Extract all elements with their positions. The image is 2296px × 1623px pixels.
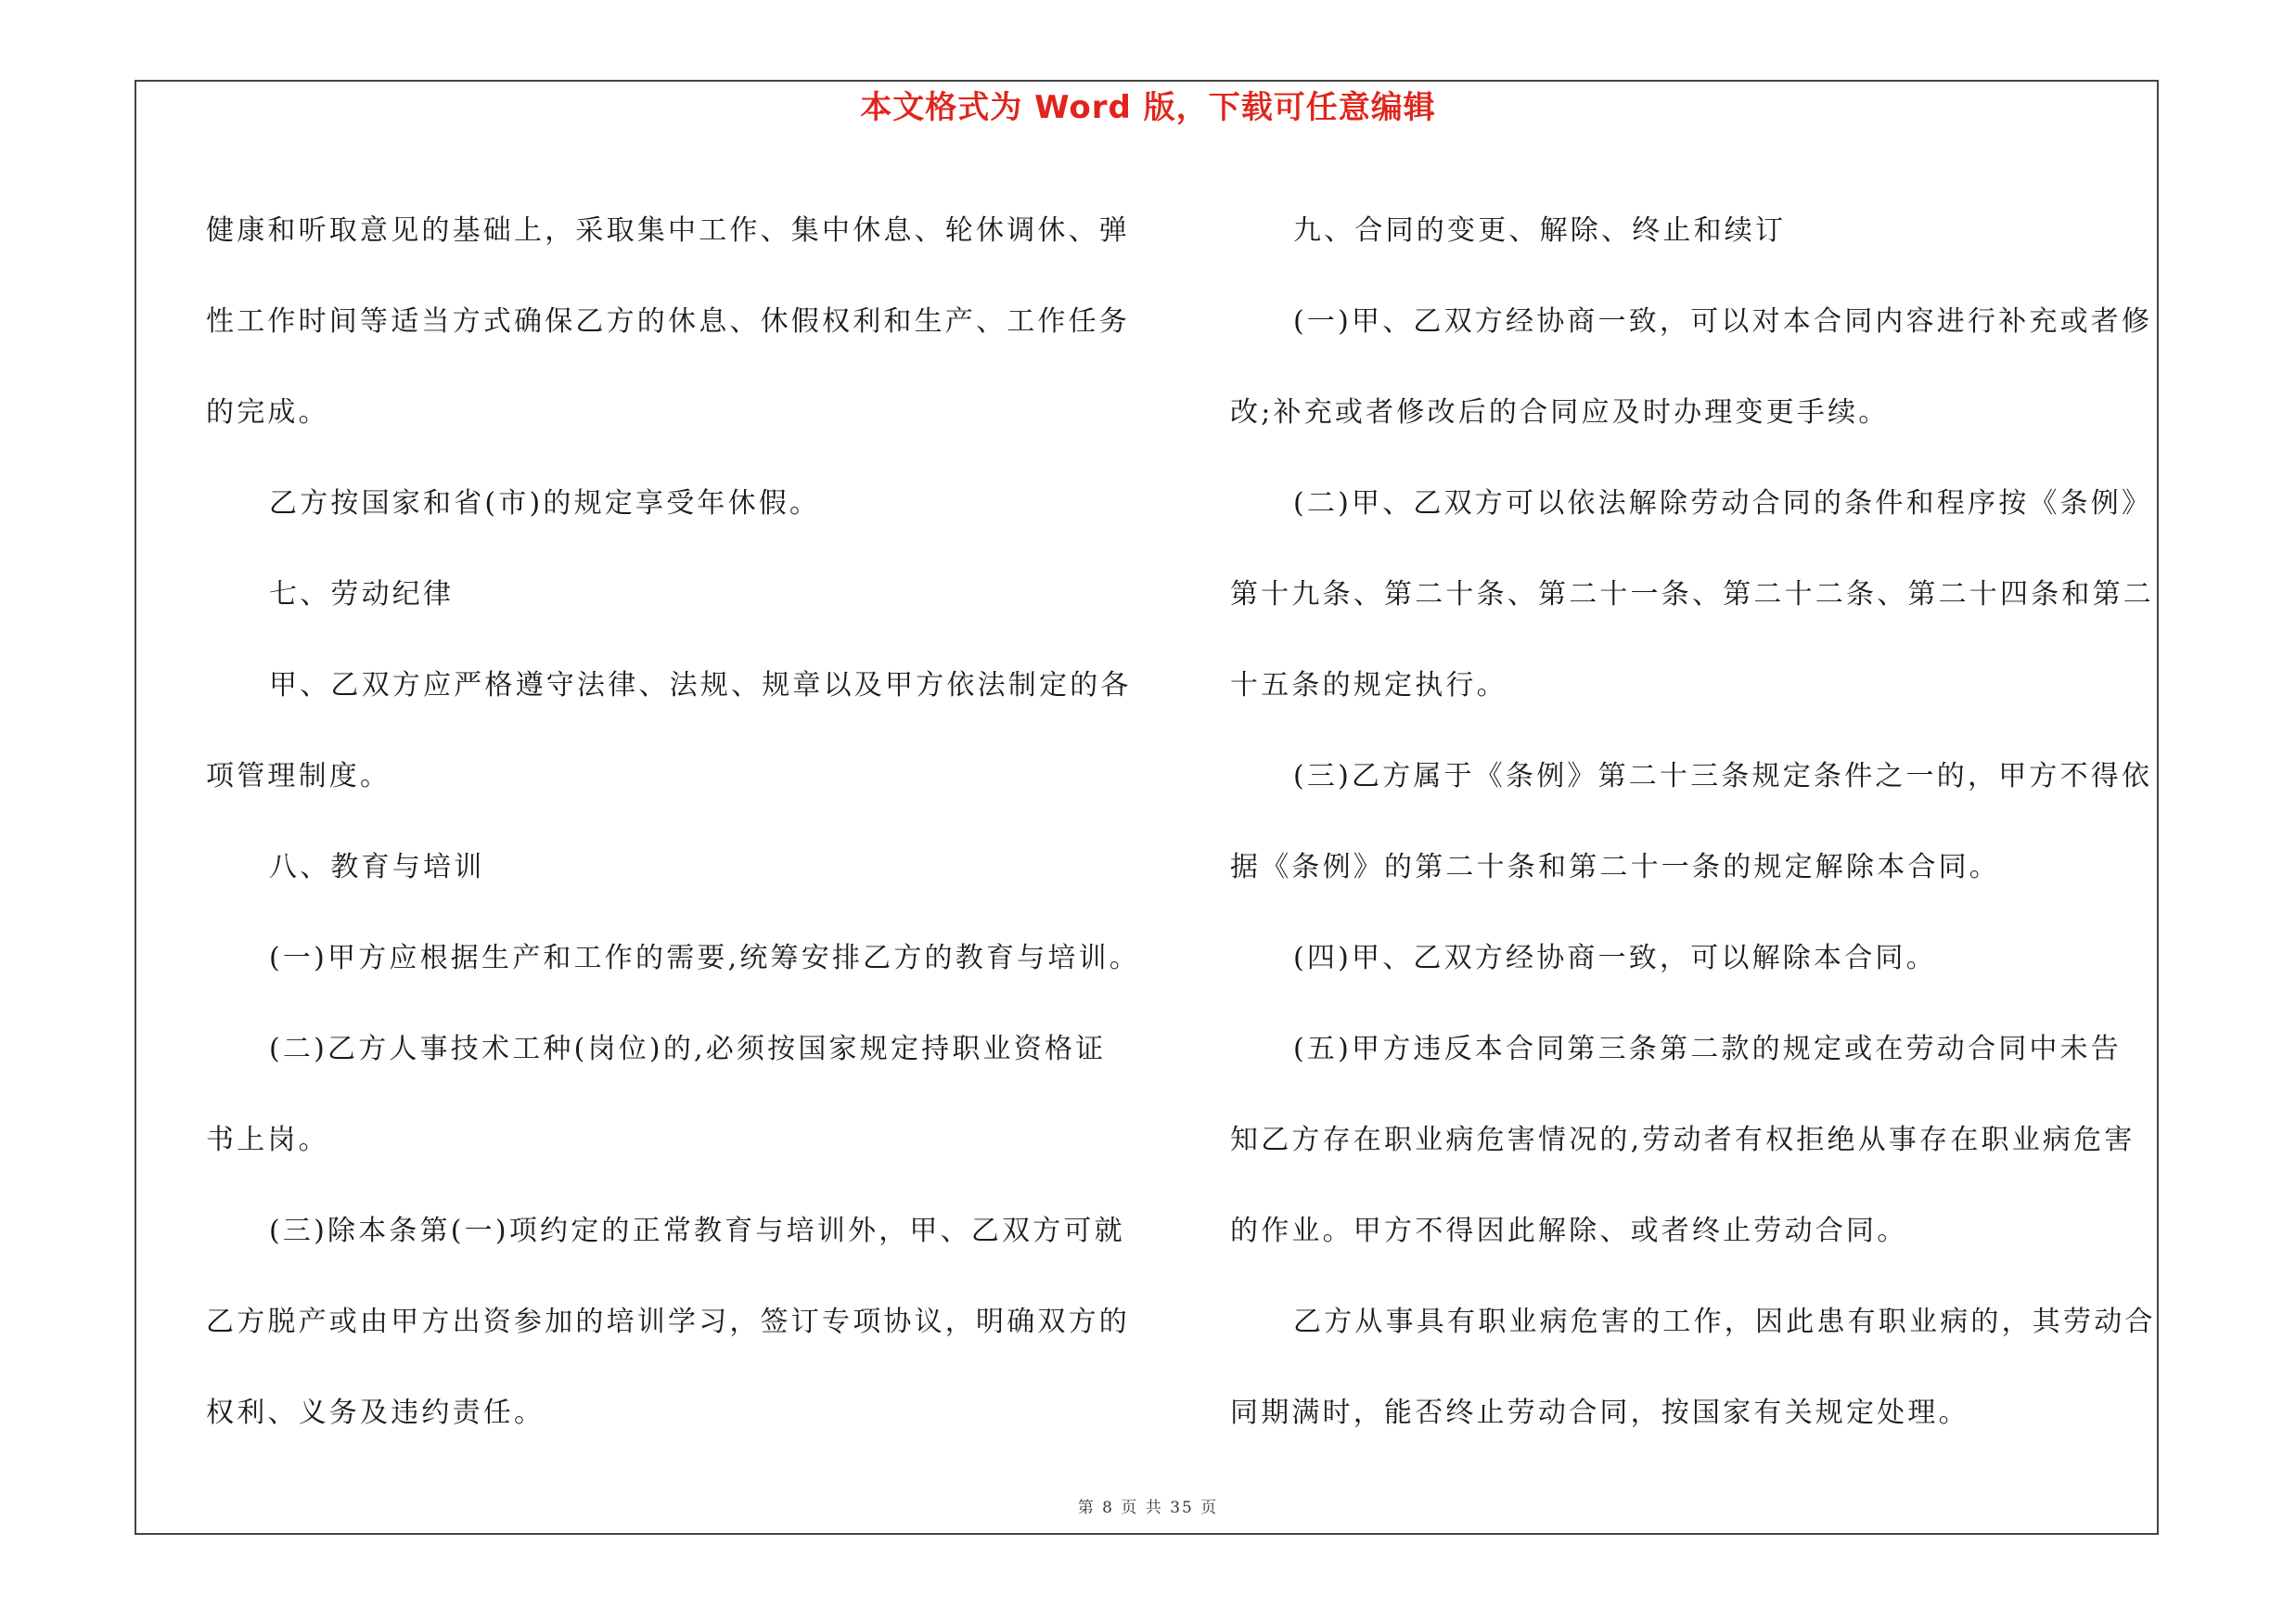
editable-banner: 本文格式为 Word 版，下载可任意编辑 — [860, 89, 1436, 126]
right-paragraph-line: (四)甲、乙双方经协商一致，可以解除本合同。 — [1293, 942, 1937, 974]
left-paragraph-line: 健康和听取意见的基础上，采取集中工作、集中休息、轮休调休、弹 — [206, 214, 1130, 247]
right-paragraph-line: 九、合同的变更、解除、终止和续订 — [1293, 214, 1787, 247]
left-paragraph-line: (三)除本条第(一)项约定的正常教育与培训外，甲、乙双方可就 — [269, 1215, 1125, 1247]
left-paragraph-line: 乙方脱产或由甲方出资参加的培训学习，签订专项协议，明确双方的 — [206, 1306, 1130, 1338]
left-paragraph-line: 的完成。 — [206, 396, 329, 429]
page-number: 第 8 页 共 35 页 — [1077, 1499, 1219, 1517]
right-paragraph-line: 乙方从事具有职业病危害的工作，因此患有职业病的，其劳动合 — [1293, 1306, 2156, 1338]
left-paragraph-line: 项管理制度。 — [206, 760, 391, 792]
right-paragraph-line: (三)乙方属于《条例》第二十三条规定条件之一的，甲方不得依 — [1293, 760, 2153, 792]
right-column — [1230, 186, 2186, 1459]
right-paragraph-line: (五)甲方违反本合同第三条第二款的规定或在劳动合同中未告 — [1293, 1033, 2123, 1065]
left-column — [206, 186, 1140, 1459]
left-paragraph-line: 权利、义务及违约责任。 — [206, 1397, 545, 1429]
left-paragraph-line: 书上岗。 — [206, 1124, 329, 1156]
right-paragraph-line: 同期满时，能否终止劳动合同，按国家有关规定处理。 — [1230, 1397, 1969, 1429]
left-paragraph-line: 乙方按国家和省(市)的规定享受年休假。 — [269, 487, 821, 520]
left-paragraph-line: 性工作时间等适当方式确保乙方的休息、休假权利和生产、工作任务 — [206, 305, 1130, 338]
right-paragraph-line: 十五条的规定执行。 — [1230, 669, 1507, 702]
right-paragraph-line: (一)甲、乙双方经协商一致，可以对本合同内容进行补充或者修 — [1293, 305, 2153, 338]
right-paragraph-line: (二)甲、乙双方可以依法解除劳动合同的条件和程序按《条例》 — [1293, 487, 2153, 520]
right-paragraph-line: 第十九条、第二十条、第二十一条、第二十二条、第二十四条和第二 — [1230, 578, 2154, 611]
left-paragraph-line: 七、劳动纪律 — [269, 578, 455, 611]
left-paragraph-line: 甲、乙双方应严格遵守法律、法规、规章以及甲方依法制定的各 — [269, 669, 1132, 702]
right-paragraph-line: 的作业。甲方不得因此解除、或者终止劳动合同。 — [1230, 1215, 1908, 1247]
right-paragraph-line: 改;补充或者修改后的合同应及时办理变更手续。 — [1230, 396, 1890, 429]
left-paragraph-line: (二)乙方人事技术工种(岗位)的,必须按国家规定持职业资格证 — [269, 1033, 1107, 1065]
right-paragraph-line: 据《条例》的第二十条和第二十一条的规定解除本合同。 — [1230, 851, 2000, 883]
left-paragraph-line: (一)甲方应根据生产和工作的需要,统筹安排乙方的教育与培训。 — [269, 942, 1140, 974]
right-paragraph-line: 知乙方存在职业病危害情况的,劳动者有权拒绝从事存在职业病危害 — [1230, 1124, 2136, 1156]
left-paragraph-line: 八、教育与培训 — [269, 851, 485, 883]
